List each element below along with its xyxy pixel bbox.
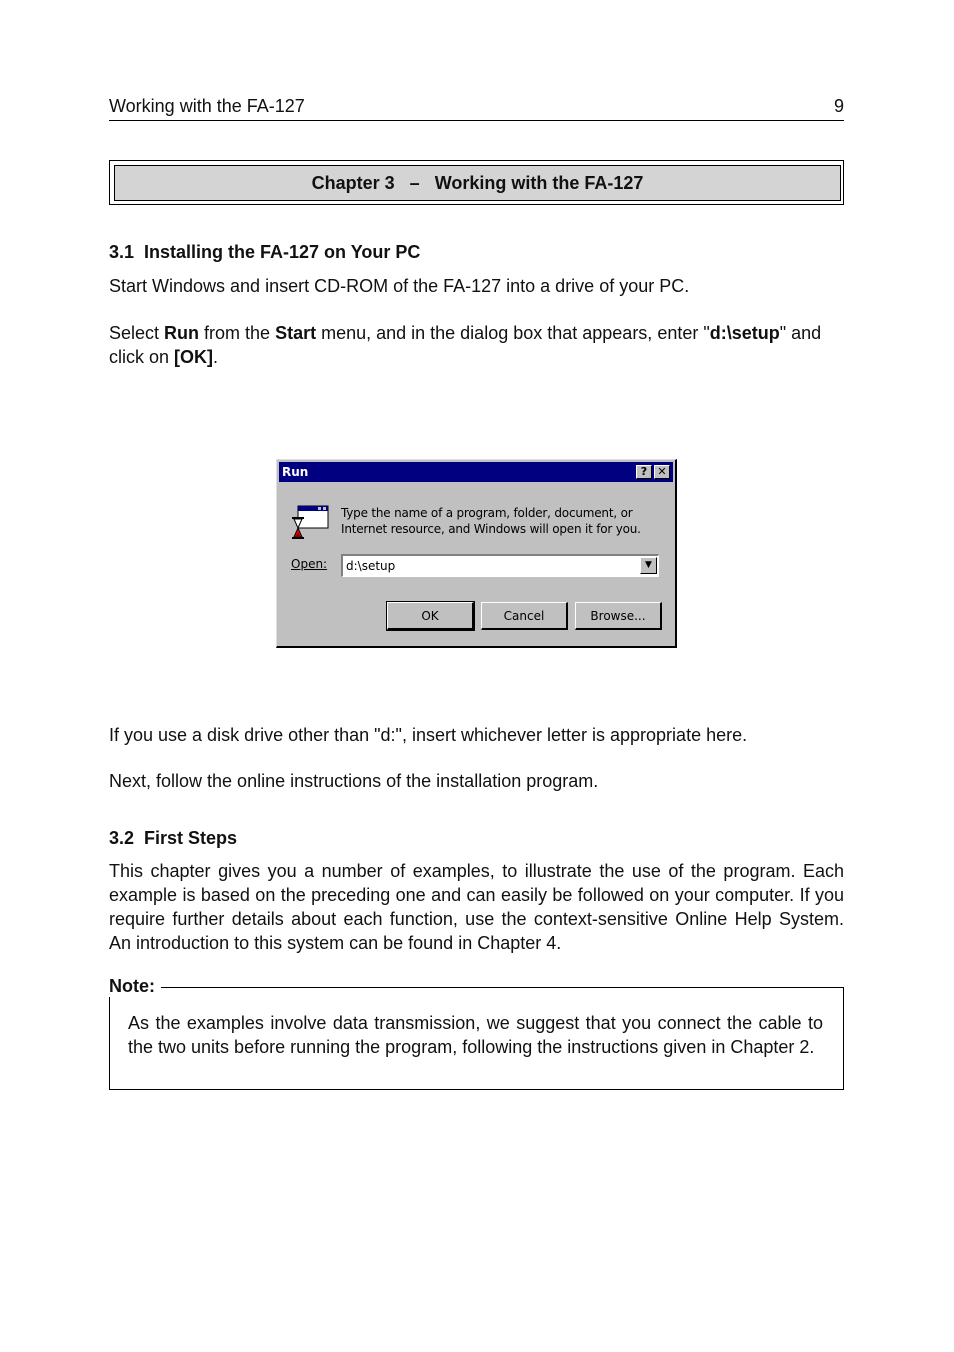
setup-command: d:\setup	[709, 323, 780, 343]
page-number: 9	[833, 96, 844, 116]
cancel-button[interactable]: Cancel	[481, 602, 568, 630]
run-dialog	[276, 459, 677, 648]
dropdown-arrow-icon[interactable]: ▼	[640, 557, 657, 574]
running-title: Working with the FA-127	[109, 96, 305, 116]
paragraph-disk-drive: If you use a disk drive other than "d:", insert whichever letter is appropriate here.	[109, 725, 748, 745]
section-heading-installing: 3.1 Installing the FA-127 on Your PC	[109, 242, 421, 262]
open-combobox[interactable]	[341, 554, 659, 577]
chapter-number: Chapter 3	[311, 172, 395, 193]
paragraph-online-instructions: Next, follow the online instructions of the installation program.	[109, 771, 599, 791]
ok-keyword: [OK]	[174, 347, 214, 367]
ok-button[interactable]: OK	[387, 602, 474, 630]
close-button[interactable]: ✕	[654, 465, 670, 479]
note-text: As the examples involve data transmission, we suggest that you connect the cable to the two units before running the program, following the instructions given in Chapter 2.	[128, 1013, 823, 1057]
paragraph-select-run: Select Run from the Start menu, and in the dialog box that appears, enter "d:\setup" and click on [OK].	[109, 323, 822, 367]
help-button[interactable]: ?	[636, 465, 652, 479]
paragraph-start-windows: Start Windows and insert CD-ROM of the FA-127 into a drive of your PC.	[109, 276, 690, 296]
start-keyword: Start	[275, 323, 317, 343]
run-dialog-title: Run	[282, 465, 309, 479]
run-keyword: Run	[164, 323, 200, 343]
chapter-dash: –	[409, 172, 420, 193]
chapter-banner-inner	[114, 165, 841, 201]
paragraph-first-steps: This chapter gives you a number of examples, to illustrate the use of the program. Each example is based on the preceding one and can easily be followed on your computer. If you require further details about each function, use the context-sensitive Online Help System. An introduction to this system can be found in Chapter 4.	[109, 861, 844, 953]
open-input-value[interactable]: d:\setup	[346, 559, 396, 573]
running-header	[109, 96, 844, 121]
note-label: Note:	[109, 976, 161, 997]
open-label: Open:	[291, 557, 328, 571]
run-dialog-description: Type the name of a program, folder, document, or Internet resource, and Windows will open it for you.	[341, 506, 641, 536]
browse-button[interactable]: Browse...	[575, 602, 662, 630]
section-heading-first-steps: 3.2 First Steps	[109, 828, 238, 848]
chapter-title: Working with the FA-127	[434, 172, 644, 193]
chapter-banner	[109, 160, 844, 205]
run-dialog-titlebar	[279, 462, 673, 482]
run-program-icon	[290, 505, 330, 541]
